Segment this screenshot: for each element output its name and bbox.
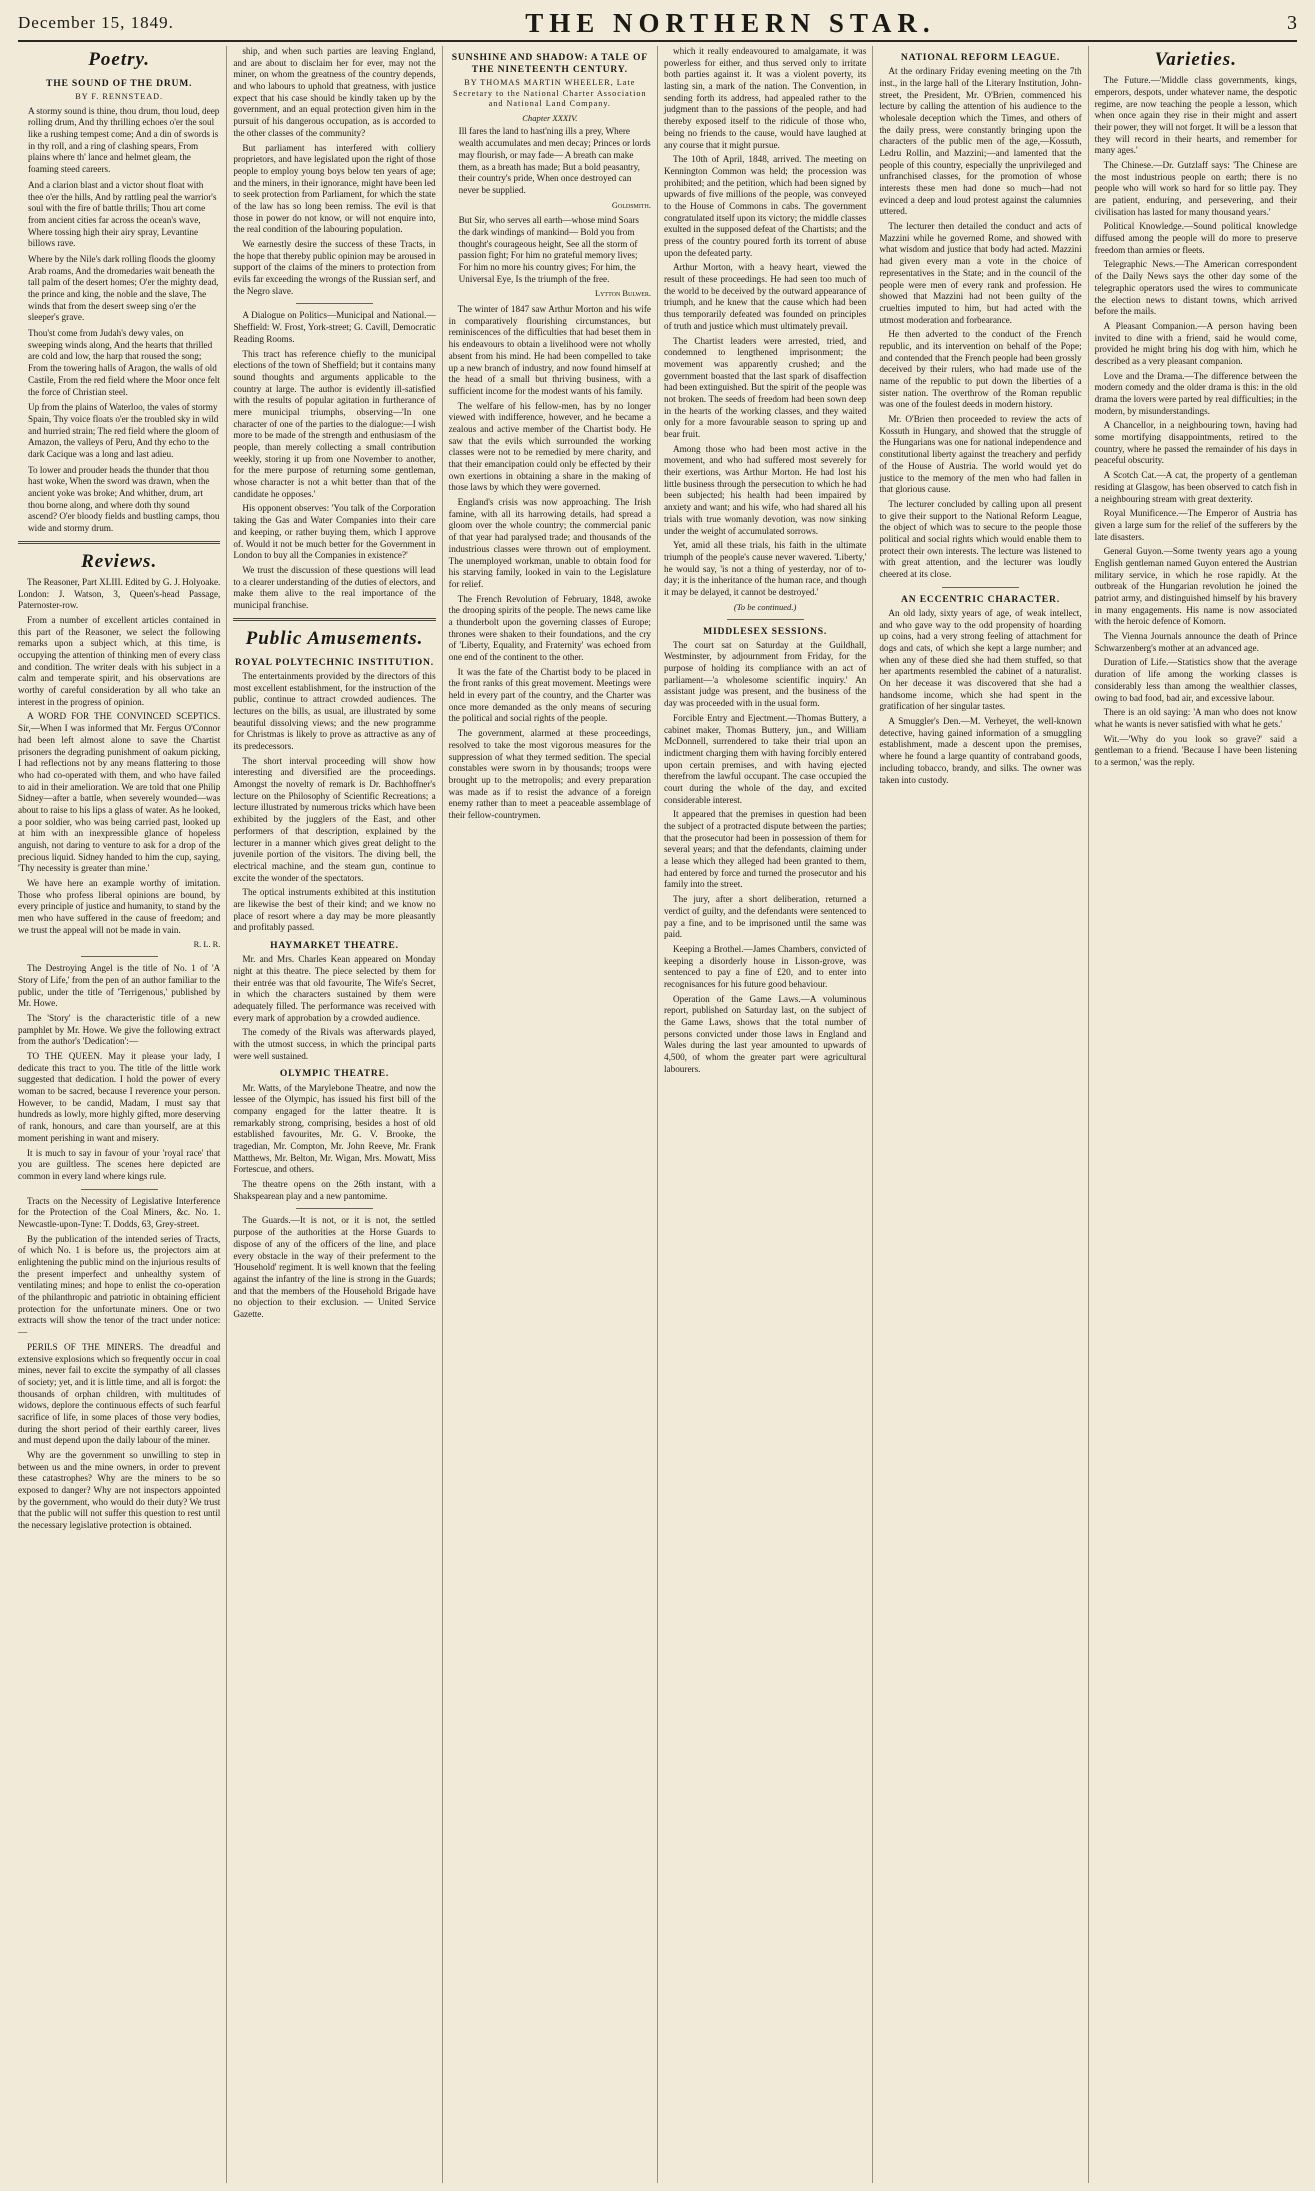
paragraph: England's crisis was now approaching. The Irish famine, with all its harrowing details, had spread a gloom over the whole country; the commercial panic of that year had paralysed trade; and thousands of the industrious classes were thrown out of employment. The unemployed workman, unable to obtain food for his starving family, looked in vain to the Legislature for relief.	[448, 497, 651, 589]
paragraph: An old lady, sixty years of age, of weak intellect, and who gave way to the odd propensity of hoarding up coins, had a very strong feeling of attachment for dogs and cats, of which she kept a large number; and when any of these died she had them stuffed, so that her apartments resembled the cabinet of a naturalist. On her decease it was discovered that she had a handsome income, which she had spent in the gratification of her singular tastes.	[879, 607, 1082, 712]
paragraph: A Smuggler's Den.—M. Verheyet, the well-known detective, having gained information of a smuggling establishment, made a descent upon the premises, where he found a large quantity of contraband goods, including tobacco, brandy, and silks. The owner was taken into custody.	[879, 716, 1082, 785]
paragraph: The optical instruments exhibited at this institution are likewise the best of their kind; and we know no place of resort where a day may be more pleasantly and profitably passed.	[233, 887, 436, 933]
paragraph: Why are the government so unwilling to step in between us and the mine owners, in order to prevent these catastrophes? Why are the miners to be so exposed to danger? Why are not inspectors appointed by the government, who would do their duty? We trust that the public will not suffer this question to rest until the necessary legislative protection is obtained.	[18, 1450, 221, 1531]
paragraph: Keeping a Brothel.—James Chambers, convicted of keeping a disorderly house in Lisson-grove, was sentenced to pay a fine of £20, and to enter into recognisances for his future good behaviour.	[663, 943, 867, 989]
story-author: BY THOMAS MARTIN WHEELER, Late Secretary to the National Charter Association and National Land Company.	[453, 78, 647, 109]
poem-title: THE SOUND OF THE DRUM.	[46, 78, 193, 90]
variety-item: Duration of Life.—Statistics show that the average duration of life among the working classes is considerably less than among the wealthier classes, owing to bad food, bad air, and excessive labour.	[1094, 657, 1297, 703]
article-heading: AN ECCENTRIC CHARACTER.	[901, 593, 1060, 605]
paragraph: TO THE QUEEN. May it please your lady, I dedicate this tract to you. The title of the little work suggested that dedication. I hold the power of every woman to be sacred, because I reverence your person. However, to be candid, Madam, I must say that hundreds as lowly, more highly gifted, more deserving of rank, honours, and care than yourself, are at this moment perishing in want and misery.	[18, 1051, 221, 1143]
paragraph: We earnestly desire the success of these Tracts, in the hope that thereby public opinion may be aroused in support of the claims of the miners to protection from evils far exceeding the wrongs of the Russian serf, and the Negro slave.	[233, 239, 436, 296]
column-3	[442, 46, 657, 2183]
paragraph: The 'Story' is the characteristic title of a new pamphlet by Mr. Howe. We give the following extract from the author's 'Dedication':—	[18, 1012, 221, 1047]
article-heading: OLYMPIC THEATRE.	[279, 1068, 390, 1080]
paragraph: It was the fate of the Chartist body to be placed in the front ranks of this great movement. Meetings were held in every part of the country, and the Charter was once more demanded as the only means of securing the political and social rights of the people.	[448, 666, 651, 724]
section-heading-amusements: Public Amusements.	[245, 627, 424, 649]
divider	[81, 956, 158, 957]
paragraph: Mr. O'Brien then proceeded to review the acts of Kossuth in Hungary, and showed that the struggle of the Hungarians was one for national independence and constitutional liberty against the treachery and perfidy of the House of Austria. The world would yet do justice to the memory of the men who had fallen in that glorious cause.	[879, 414, 1082, 495]
paragraph: The short interval proceeding will show how interesting and diversified are the proceedings. Amongst the novelty of remark is Dr. Bachhoffner's lecture on the Philosophy of Scientific Recreations; a lecture illustrated by numerous tricks which have been exhibited by the jugglers of the East, and other performers of that description, explained by the lecturer in a manner which gives great delight to the juvenile portion of the visitors. The diving bell, the electrical machine, and the steam gun, continue to excite the wonder of the spectators.	[233, 755, 436, 883]
review-title: The Destroying Angel is the title of No. 1 of 'A Story of Life,' from the pen of an author familiar to the public, under the title of 'Terrigenous,' published by Mr. Howe.	[18, 963, 221, 1009]
paragraph: Forcible Entry and Ejectment.—Thomas Buttery, a cabinet maker, Thomas Buttery, jun., and William McDonnell, surrendered to take their trial upon an indictment charging them with having forcibly entered upon certain premises, and with having ejected therefrom the lawful occupant. The case occupied the court during the whole of the day, and excited considerable interest.	[663, 712, 867, 805]
review-title: Tracts on the Necessity of Legislative Interference for the Protection of the Coal Miners, &c. No. 1. Newcastle-upon-Tyne: T. Dodds, 63, Grey-street.	[18, 1195, 221, 1229]
column-2	[226, 46, 441, 2183]
variety-item: The Chinese.—Dr. Gutzlaff says: 'The Chinese are the most industrious people on earth; there is no people who will work so hard for so little pay. They are patient, enduring, and persevering, and their civilisation has lasted for many thousand years.'	[1094, 159, 1297, 217]
poem-stanza: Where by the Nile's dark rolling floods the gloomy Arab roams, And the dromedaries wait beneath the tall palm of the desert homes; O'er the mighty dead, the prince and king, the noble and the slave, The winds that from the desert sweep sing o'er the sleeper's grave.	[28, 253, 219, 323]
paragraph: The government, alarmed at these proceedings, resolved to take the most vigorous measures for the suppression of what they termed sedition. The special constables were sworn in by thousands; troops were brought up to the metropolis; and every preparation was made as if to resist the advance of a foreign enemy rather than to meet a peaceable assemblage of their fellow-countrymen.	[448, 728, 651, 820]
paragraph: We trust the discussion of these questions will lead to a clearer understanding of the duties of electors, and make them alive to the real importance of the municipal franchise.	[233, 564, 436, 610]
issue-date: December 15, 1849.	[18, 13, 174, 32]
poem-author: BY F. RENNSTEAD.	[75, 92, 164, 102]
divider	[18, 541, 220, 544]
section-heading-poetry: Poetry.	[88, 49, 151, 70]
continued-note: (To be continued.)	[733, 601, 797, 612]
newspaper-title: THE NORTHERN STAR.	[525, 7, 936, 38]
paragraph: This tract has reference chiefly to the municipal elections of the town of Sheffield; but it contains many sound thoughts and arguments applicable to the country at large. The author is evidently ill-satisfied with the results of popular agitation in furtherance of mere municipal triumphs, observing—'In one character of one of the parties to the dialogue:—I wish more to be made of the strength and enthusiasm of the people, than merely collecting a small contribution weekly, storing it up from one November to another, for the mere purpose of returning some gentleman, whose character is not a whit better than that of the candidate he opposes.'	[233, 348, 436, 499]
columns	[18, 46, 1297, 2183]
paragraph: Mr. Watts, of the Marylebone Theatre, and now the lessee of the Olympic, has issued his first bill of the company engaged for the latter theatre. It is remarkably strong, comprising, besides a host of old established favourites, Mr. G. V. Brooke, the tragedian, Mr. Compton, Mr. John Reeve, Mr. Frank Matthews, Mr. Belton, Mr. Wigan, Mrs. Mowatt, Miss Fortescue, and others.	[233, 1082, 436, 1175]
paragraph: The French Revolution of February, 1848, awoke the drooping spirits of the people. The news came like a thunderbolt upon the governing classes of Europe; thrones were shaken to their foundations, and the cry of 'Liberty, Equality, and Fraternity' was echoed from one end of the continent to the other.	[448, 593, 651, 662]
paragraph: The lecturer then detailed the conduct and acts of Mazzini while he governed Rome, and showed with what wisdom and justice that body had acted. Mazzini had given every man a vote in the choice of representatives in the State; and in the council of the people were men of every rank and profession. He showed that Mazzini had not been guilty of the cruelties imputed to him, but had acted with the utmost moderation and forbearance.	[879, 221, 1082, 325]
paragraph: Among those who had been most active in the movement, and who had suffered most severely for their exertions, was Arthur Morton. He had lost his little business through the persecution to which he had been subjected; his health had been impaired by anxiety and want; and his wife, who had shared all his trials with true womanly devotion, was now sinking under the weight of accumulated sorrows.	[663, 443, 867, 536]
paragraph: PERILS OF THE MINERS. The dreadful and extensive explosions which so frequently occur in coal mines, never fail to excite the sympathy of all classes of society; yet, and it is little time, and all is forgot: the thousands of orphan children, with multitudes of widows, deplore the continuous effects of such fearful sacrifice of life, in some places of those very bodies, during the short period of their earthly career, lives and must depend upon the daily labour of the miner.	[18, 1341, 221, 1446]
divider	[942, 587, 1019, 588]
paragraph: We have here an example worthy of imitation. Those who profess liberal opinions are bound, by every principle of justice and humanity, to stand by the men who have suffered in the cause of freedom; and we trust the appeal will not be made in vain.	[18, 878, 221, 935]
variety-item: Love and the Drama.—The difference between the modern comedy and the older drama is this: in the old drama the lovers were parted by real difficulties; in the modern, by misunderstandings.	[1094, 370, 1297, 416]
divider	[81, 1189, 158, 1190]
variety-item: A Scotch Cat.—A cat, the property of a gentleman residing at Glasgow, has been observed to catch fish in a neighbouring stream with great dexterity.	[1094, 470, 1297, 504]
divider	[727, 619, 804, 620]
variety-item: Wit.—'Why do you look so grave?' said a gentleman to a friend. 'Because I have been listening to a sermon,' was the reply.	[1094, 733, 1297, 767]
epigraph-text: But Sir, who serves all earth—whose mind Soars the dark windings of mankind— Bold you from thought's courageous height, See all the storm of passion fight; For him no grateful memory lives; For him no more his country gives; For him, the Universal Eye, Is the triumph of the free.	[458, 215, 639, 284]
variety-item: The Vienna Journals announce the death of Prince Schwarzenberg's mother at an advanced age.	[1094, 631, 1297, 653]
paragraph: The winter of 1847 saw Arthur Morton and his wife in comparatively flourishing circumstances, but reminiscences of the difficulties that had beset them in his endeavours to obtain a livelihood were not wholly absent from his mind. He had been compelled to take up a new branch of industry, and now found himself at the head of a small but thriving business, with a sufficient income for the modest wants of his family.	[448, 304, 651, 396]
paragraph: His opponent observes: 'You talk of the Corporation taking the Gas and Water Companies into their care and keeping, or rather buying them, which I approve of. Would it not be much better for the Government in London to buy all the Companies in existence?'	[233, 503, 436, 561]
poem-stanza: A stormy sound is thine, thou drum, thou loud, deep rolling drum, And thy thrilling echoes o'er the soul like a rushing tempest come; And a din of swords is in thy roll, and a ring of clashing spears, From plains where th' lance and helmet gleam, the foaming steed careers.	[28, 105, 220, 175]
variety-item: There is an old saying: 'A man who does not know what he wants is never satisfied with what he gets.'	[1094, 707, 1297, 729]
article-heading: ROYAL POLYTECHNIC INSTITUTION.	[235, 656, 434, 668]
column-5	[872, 46, 1087, 2183]
divider	[296, 1208, 373, 1209]
masthead	[18, 6, 1297, 42]
section-heading-varieties: Varieties.	[1154, 49, 1237, 70]
paragraph: The jury, after a short deliberation, returned a verdict of guilty, and the defendants were sentenced to pay a fine, and to be imprisoned until the same was paid.	[663, 894, 867, 940]
poem-body	[18, 106, 220, 535]
paragraph: It is much to say in favour of your 'royal race' that you are guiltless. The scenes here depicted are common in every land where kings rule.	[18, 1147, 221, 1181]
poem-stanza: And a clarion blast and a victor shout float with thee o'er the hills, And by rattling peal the warrior's soul with the fire of battle thrills; Thou art come from ancient cities far across the ocean's wave, Where tossing high their airy spray, Levantine billows rave.	[28, 179, 217, 249]
article-heading: HAYMARKET THEATRE.	[270, 940, 399, 952]
paragraph: Mr. and Mrs. Charles Kean appeared on Monday night at this theatre. The piece selected by them for their entrée was that old favourite, The Wife's Secret, in which the characters sustained by them were adequately filled. The performance was received with every mark of approbation by a crowded audience.	[233, 954, 436, 1023]
divider	[233, 618, 435, 621]
poem-stanza: Up from the plains of Waterloo, the vales of stormy Spain, Thy voice floats o'er the troubled sky in wild and hurried strain; The red field where the gloom of Amazon, the valleys of Peru, And thy echo to the dark Cacique was a long and last adieu.	[28, 402, 219, 459]
review-title: The Reasoner, Part XLIII. Edited by G. J. Holyoake. London: J. Watson, 3, Queen's-head Passage, Paternoster-row.	[18, 576, 221, 611]
story-title: SUNSHINE AND SHADOW: A TALE OF THE NINETEENTH CENTURY.	[451, 52, 648, 76]
column-6	[1088, 46, 1297, 2183]
paragraph: Arthur Morton, with a heavy heart, viewed the result of these proceedings. He had seen too much of the world to be deceived by the outward appearance of triumph, and he knew that the cause which had been thus temporarily defeated was founded on principles of truth and justice which must ultimately prevail.	[663, 262, 867, 331]
variety-item: A Pleasant Companion.—A person having been invited to dine with a friend, said he would come, provided he might bring his dog with him, which he described as a very pleasant companion.	[1094, 320, 1297, 366]
page-number: 3	[1286, 11, 1297, 34]
divider	[296, 303, 373, 304]
poem-stanza: Thou'st come from Judah's dewy vales, on sweeping winds along, And the hearts that thrilled are cold and low, the harp that roused the song; From the towering halls of Aragon, the walls of old Castile, From the red field where the Moor once felt the force of Christian steel.	[28, 328, 220, 397]
paragraph: The entertainments provided by the directors of this most excellent establishment, for the instruction of the public, continue to attract crowded audiences. The lectures on the bills, as usual, are illustrated by some beautiful dissolving views; and the new programme for Christmas is likely to prove as attractive as any of its predecessors.	[233, 670, 436, 752]
variety-item: A Chancellor, in a neighbouring town, having had some mortifying disappointments, retired to the country, where he passed the remainder of his days in peaceful obscurity.	[1094, 420, 1297, 466]
epigraph-credit: Lytton Bulwer.	[594, 289, 651, 299]
paragraph: The lecturer concluded by calling upon all present to give their support to the National Reform League, the object of which was to secure to the people those political and social rights which would enable them to protect their own interests. The lecture was listened to with great attention, and the lecturer was loudly cheered at its close.	[879, 498, 1082, 580]
review-title: A Dialogue on Politics—Municipal and National.—Sheffield: W. Frost, York-street; G. Cavill, Democratic Reading Rooms.	[233, 310, 436, 344]
paragraph: He then adverted to the conduct of the French republic, and its intervention on behalf of the Pope; and contended that the French people had been grossly deceived by their rulers, who had made use of the name of the republic to put down the liberties of a sister nation. The overthrow of the Roman republic was one of the foulest deeds in modern history.	[879, 329, 1082, 410]
paragraph: A WORD FOR THE CONVINCED SCEPTICS. Sir,—When I was informed that Mr. Fergus O'Connor had been left almost alone to save the Chartist prisoners the degrading punishment of oakum picking, I had reflections not by any means flattering to those who had co-operated with them, and who have failed to aid in their amelioration. We are told that one Philip Sidney—after a battle, when severely wounded—was about to raise to his lips a glass of water. As he looked, a poor soldier, who was being carried past, looked up at him with an inexpressible glance of hopeless anguish, not daring to venture to ask for a drop of the precious liquid. Sidney handed to him the cup, saying, 'Thy necessity is greater than mine.'	[18, 711, 221, 874]
variety-item: Telegraphic News.—The American correspondent of the Daily News says the other day some of the telegraphic operators used the wires to communicate the election news to distant towns, which arrived before the mails.	[1094, 259, 1297, 317]
signature: R. L. R.	[193, 939, 221, 949]
column-1	[18, 46, 226, 2183]
paragraph: From a number of excellent articles contained in this part of the Reasoner, we select the following remarks upon a subject which, at this time, is occupying the attention of thinking men of every class and condition. The writer deals with his subject in a calm and temperate spirit, and his observations are worthy of careful consideration by all who take an interest in the progress of opinion.	[18, 614, 221, 707]
paragraph: But parliament has interfered with colliery proprietors, and have legislated upon the right of those people to employ young boys below ten years of age; and the miners, in their ignorance, might have been led to seek protection from Parliament, for which the state of the law has so long been remiss. The evil is that those in power do not know, or will not enquire into, the real condition of the labouring population.	[233, 142, 436, 235]
paragraph: The comedy of the Rivals was afterwards played, with the utmost success, in which the principal parts were well sustained.	[233, 1027, 436, 1061]
paragraph: The Chartist leaders were arrested, tried, and condemned to lengthened imprisonment; the movement was apparently crushed; and the government boasted that the last spark of disaffection had been extinguished. But the spirit of the people was not broken. The seeds of freedom had been sown deep in the hearts of the working classes, and they waited only for a more favourable season to spring up and bear fruit.	[663, 335, 867, 439]
paragraph: The theatre opens on the 26th instant, with a Shakspearean play and a new pantomime.	[233, 1179, 436, 1201]
epigraph	[449, 215, 651, 285]
paragraph: ship, and when such parties are leaving England, and are about to disclaim her for ever, may not the miner, on whom the greatness of the country depends, and who labours to uphold that greatness, with justice expect that his case should be kindly taken up by the government, and an equal protection given him in the pursuit of his dangerous occupation, as is accorded to the other classes of the community?	[233, 46, 436, 138]
paragraph: The Guards.—It is not, or it is not, the settled purpose of the authorities at the Horse Guards to dispose of any of the officers of the line, and place every obstacle in the way of their preferment to the 'Household' regiment. It is well known that the feeling against the infantry of the line is strong in the Guards; and that the members of the Household Brigade have no objection to their exclusion. — United Service Gazette.	[233, 1215, 436, 1319]
variety-item: General Guyon.—Some twenty years ago a young English gentleman named Guyon entered the Austrian military service, in which he rose rapidly. At the outbreak of the Hungarian revolution he joined the patriot army, and distinguished himself by his bravery in many engagements. His name is now associated with the heroic defence of Komorn.	[1094, 546, 1297, 627]
paragraph: The court sat on Saturday at the Guildhall, Westminster, by adjournment from Friday, for the purpose of holding its compliance with an act of parliament—'a wholesome scientific inquiry.' An assistant judge was present, and the business of the day was proceeded with in the usual form.	[663, 639, 867, 709]
paragraph: The 10th of April, 1848, arrived. The meeting on Kennington Common was held; the procession was prohibited; and the petition, which had been signed by upwards of five millions of the people, was conveyed to the House of Commons in cabs. The government congratulated itself upon its victory; the middle classes exulted in the supposed defeat of the Chartists; and the press of the country poured forth its torrent of abuse upon the defeated party.	[663, 154, 867, 258]
epigraph	[449, 126, 651, 196]
column-4	[657, 46, 872, 2183]
variety-item: Political Knowledge.—Sound political knowledge diffused among the people will do more to preserve freedom than armies or fleets.	[1094, 221, 1297, 255]
epigraph-text: Ill fares the land to hast'ning ills a prey, Where wealth accumulates and men decay; Princes or lords may flourish, or may fade— A breath can make them, as a breath has made; But a bold peasantry, their country's pride, When once destroyed can never be supplied.	[458, 126, 651, 195]
variety-item: The Future.—'Middle class governments, kings, emperors, despots, under whatever name, the despotic regime, are now teaching the people a lesson, which when once again they rise in their might and assert their power, they will not forget. It will be a lesson that they will record in their hearts, and remember for many ages.'	[1094, 75, 1297, 156]
paragraph: Operation of the Game Laws.—A voluminous report, published on Saturday last, on the subject of the Game Laws, shows that the total number of persons convicted under those laws in England and Wales during the last year amounted to upwards of 4,500, of whom the greater part were agricultural labourers.	[663, 993, 867, 1074]
variety-item: Royal Munificence.—The Emperor of Austria has given a large sum for the relief of the sufferers by the late disasters.	[1094, 508, 1297, 542]
poem-stanza: To lower and prouder heads the thunder that thou hast woke, When the sword was drawn, when the ancient yoke was broke; And whither, drum, art thou borne along, and where doth thy sound ascend? O'er bloody fields and bustling camps, thou wide and stormy drum.	[28, 464, 220, 534]
epigraph-credit: Goldsmith.	[611, 200, 651, 210]
chapter-heading: Chapter XXXIV.	[522, 112, 578, 123]
article-heading: NATIONAL REFORM LEAGUE.	[900, 52, 1061, 63]
paragraph: which it really endeavoured to amalgamate, it was powerless for either, and thus served only to irritate both parties against it. It was a violent poverty, its lasting sin, a mark of the nation. The Convention, in sending forth its address, had appealed rather to the judgment than to the passions of the people, and had thereby exposed itself to the ridicule of those who, being no friends to the cause, would have laughed at any course that it might pursue.	[663, 46, 867, 150]
article-heading: MIDDLESEX SESSIONS.	[703, 625, 828, 637]
paragraph: Yet, amid all these trials, his faith in the ultimate triumph of the people's cause never wavered. 'Liberty,' he would say, 'is not a thing of yesterday, nor of to-day; it is the inheritance of the human race, and though it may be delayed, it cannot be destroyed.'	[663, 540, 867, 597]
paragraph: By the publication of the intended series of Tracts, of which No. 1 is before us, the projectors aim at enlightening the public mind on the injurious results of the present imperfect and unhealthy system of ventilating mines; and hope to enlist the co-operation of the philanthropic and patriotic in obtaining efficient protection for the unfortunate miners. One or two extracts will show the tenor of the tract under notice:—	[18, 1233, 221, 1338]
section-heading-reviews: Reviews.	[81, 550, 158, 572]
paragraph: It appeared that the premises in question had been the subject of a protracted dispute between the parties; that the prosecutor had been in possession of them for several years; and that the defendants, claiming under a lease which they alleged had been granted to them, had entered by force and turned the prosecutor and his family into the street.	[663, 809, 867, 890]
paragraph: At the ordinary Friday evening meeting on the 7th inst., in the large hall of the Literary Institution, John-street, the President, Mr. O'Brien, commenced his lecture by calling the attention of his audience to the wholesale deception which the Times, and others of the daily press, were constantly bringing upon the characters of the public men of the age,—Kossuth, Ledru Rollin, and Mazzini;—and lamented that the people of this country, especially the unprivileged and unfranchised classes, for the promotion of whose interests these men had done so much—had not evinced a deep and loud protest against the calumnies uttered.	[879, 66, 1082, 217]
paragraph: The welfare of his fellow-men, has by no longer viewed with indifference, however, and he became a zealous and active member of the Chartist body. He saw that the evils which surrounded the working classes were not to be remedied by mere charity, and that their emancipation could only be effected by their own exertions in obtaining a share in the making of those laws by which they were governed.	[448, 400, 651, 493]
